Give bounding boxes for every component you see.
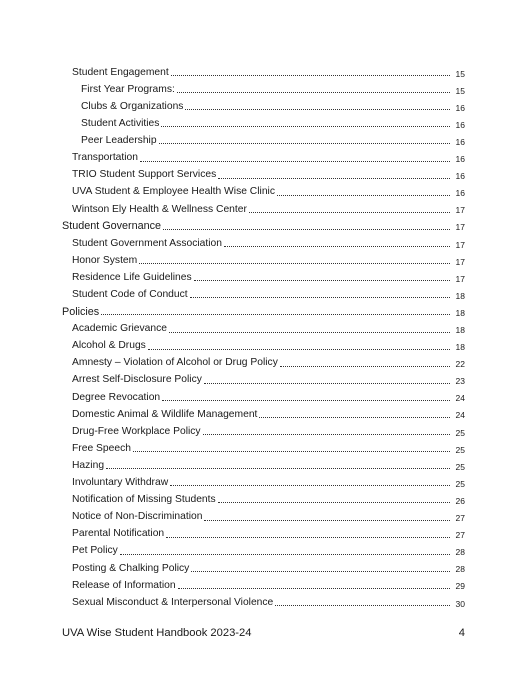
- toc-dot-leader: [218, 502, 450, 503]
- toc-entry[interactable]: [62, 129, 465, 146]
- toc-entry[interactable]: [62, 591, 465, 608]
- toc-entry[interactable]: [62, 557, 465, 574]
- toc-dot-leader: [169, 332, 450, 333]
- toc-entry-page: 25: [455, 478, 465, 489]
- toc-entry[interactable]: [62, 78, 465, 95]
- toc-entry-page: 16: [455, 136, 465, 147]
- toc-entry-label: UVA Student & Employee Health Wise Clinic: [72, 186, 275, 198]
- toc-entry[interactable]: [62, 232, 465, 249]
- toc-entry-label: Policies: [62, 305, 100, 318]
- toc-dot-leader: [140, 161, 450, 162]
- toc-entry-page: 17: [455, 205, 465, 216]
- toc-entry[interactable]: [62, 540, 465, 557]
- toc-dot-leader: [177, 92, 450, 93]
- toc-entry[interactable]: [62, 266, 465, 283]
- toc-entry-label: Release of Information: [72, 579, 176, 591]
- toc-entry-page: 18: [455, 307, 465, 318]
- toc-entry-page: 29: [455, 581, 465, 592]
- toc-entry-page: 22: [455, 359, 465, 370]
- toc-entry-page: 27: [455, 530, 465, 541]
- toc-entry[interactable]: [62, 335, 465, 352]
- toc-entry[interactable]: [62, 181, 465, 198]
- toc-entry-page: 16: [455, 119, 465, 130]
- toc-dot-leader: [178, 588, 450, 589]
- toc-entry-label: Drug-Free Workplace Policy: [72, 425, 201, 437]
- page-footer: [62, 627, 465, 639]
- toc-dot-leader: [277, 195, 450, 196]
- toc-entry-label: Parental Notification: [72, 528, 165, 540]
- toc-entry-label: Peer Leadership: [81, 135, 157, 147]
- toc-entry-page: 18: [455, 325, 465, 335]
- toc-entry[interactable]: [62, 300, 465, 317]
- toc-entry[interactable]: [62, 95, 465, 112]
- toc-entry-page: 16: [455, 188, 465, 199]
- toc-entry[interactable]: [62, 369, 465, 386]
- toc-entry-page: 17: [455, 273, 465, 284]
- toc-entry[interactable]: [62, 454, 465, 471]
- toc-entry-page: 25: [455, 427, 465, 438]
- toc-dot-leader: [204, 520, 450, 521]
- toc-entry-label: Clubs & Organizations: [81, 100, 184, 112]
- toc-dot-leader: [280, 366, 450, 367]
- toc-dot-leader: [191, 571, 450, 572]
- toc-entry-page: 28: [455, 564, 465, 575]
- toc-entry-page: 17: [455, 239, 465, 250]
- toc-entry-label: Student Governance: [62, 220, 162, 233]
- toc-dot-leader: [194, 280, 450, 281]
- toc-entry-label: Sexual Misconduct & Interpersonal Violence: [72, 596, 274, 608]
- toc-entry-page: 25: [455, 444, 465, 455]
- toc-dot-leader: [170, 485, 450, 486]
- toc-dot-leader: [203, 434, 450, 435]
- toc-entry[interactable]: [62, 352, 465, 369]
- toc-entry-page: 15: [455, 85, 465, 96]
- toc-entry[interactable]: [62, 215, 465, 232]
- toc-entry[interactable]: [62, 283, 465, 300]
- toc-entry-page: 18: [455, 290, 465, 301]
- toc-entry[interactable]: [62, 471, 465, 488]
- toc-dot-leader: [249, 212, 450, 213]
- toc-entry-label: Involuntary Withdraw: [72, 477, 169, 489]
- toc-dot-leader: [133, 451, 450, 452]
- toc-dot-leader: [139, 263, 450, 264]
- toc-entry[interactable]: [62, 523, 465, 540]
- toc-dot-leader: [190, 297, 450, 298]
- toc-entry-page: 30: [455, 598, 465, 609]
- toc-entry-page: 27: [455, 513, 465, 524]
- toc-entry-label: Student Code of Conduct: [72, 289, 188, 301]
- toc-entry-label: Arrest Self-Disclosure Policy: [72, 374, 202, 386]
- toc-entry-label: Notification of Missing Students: [72, 494, 216, 506]
- toc-entry-label: Hazing: [72, 459, 105, 471]
- toc-entry[interactable]: [62, 420, 465, 437]
- toc-entry-page: 18: [455, 342, 465, 353]
- toc-entry-label: Amnesty – Violation of Alcohol or Drug Policy: [72, 357, 278, 369]
- toc-dot-leader: [101, 314, 450, 315]
- toc-entry-page: 16: [455, 171, 465, 182]
- toc-entry-page: 24: [455, 393, 465, 404]
- footer-title: UVA Wise Student Handbook 2023-24: [62, 627, 252, 639]
- toc-entry-page: 26: [455, 495, 465, 506]
- toc-entry-page: 23: [455, 376, 465, 387]
- toc-entry-page: 17: [455, 222, 465, 233]
- toc-dot-leader: [161, 126, 450, 127]
- toc-dot-leader: [171, 75, 450, 76]
- toc-entry[interactable]: [62, 437, 465, 454]
- toc-entry[interactable]: [62, 317, 465, 334]
- toc-entry-page: 24: [455, 410, 465, 421]
- toc-entry-label: First Year Programs:: [81, 83, 175, 95]
- toc-entry-label: Student Activities: [81, 118, 160, 130]
- footer-page-number: 4: [458, 627, 465, 639]
- toc-entry-label: Alcohol & Drugs: [72, 340, 146, 352]
- table-of-contents: [62, 61, 465, 608]
- toc-entry[interactable]: [62, 403, 465, 420]
- toc-dot-leader: [162, 400, 450, 401]
- toc-entry-page: 28: [455, 547, 465, 558]
- toc-entry-page: 17: [455, 256, 465, 267]
- toc-dot-leader: [224, 246, 450, 247]
- toc-entry-label: Residence Life Guidelines: [72, 271, 192, 283]
- toc-entry-label: Wintson Ely Health & Wellness Center: [72, 203, 247, 215]
- toc-entry-label: Domestic Animal & Wildlife Management: [72, 408, 258, 420]
- toc-entry[interactable]: [62, 112, 465, 129]
- toc-dot-leader: [163, 229, 450, 230]
- toc-entry-label: Degree Revocation: [72, 391, 161, 403]
- toc-entry[interactable]: [62, 574, 465, 591]
- toc-dot-leader: [275, 605, 450, 606]
- toc-entry-label: Student Government Association: [72, 237, 222, 249]
- toc-entry[interactable]: [62, 505, 465, 522]
- toc-entry-label: Transportation: [72, 152, 139, 164]
- toc-dot-leader: [166, 537, 450, 538]
- toc-dot-leader: [159, 143, 450, 144]
- toc-dot-leader: [148, 349, 450, 350]
- toc-entry-label: Student Engagement: [72, 66, 169, 78]
- toc-entry[interactable]: [62, 198, 465, 215]
- toc-entry-label: Notice of Non-Discrimination: [72, 511, 203, 523]
- toc-entry-label: Academic Grievance: [72, 323, 167, 335]
- toc-dot-leader: [106, 468, 450, 469]
- toc-entry-label: TRIO Student Support Services: [72, 169, 217, 181]
- toc-entry[interactable]: [62, 488, 465, 505]
- toc-entry[interactable]: [62, 249, 465, 266]
- toc-entry-page: 15: [455, 68, 465, 79]
- toc-entry-label: Honor System: [72, 254, 138, 266]
- toc-dot-leader: [218, 178, 450, 179]
- toc-entry-label: Posting & Chalking Policy: [72, 562, 190, 574]
- toc-entry[interactable]: [62, 61, 465, 78]
- toc-entry[interactable]: [62, 164, 465, 181]
- toc-entry[interactable]: [62, 146, 465, 163]
- toc-entry-page: 16: [455, 102, 465, 113]
- toc-entry-page: 16: [455, 154, 465, 165]
- toc-entry-label: Pet Policy: [72, 545, 118, 557]
- toc-dot-leader: [259, 417, 450, 418]
- toc-dot-leader: [204, 383, 450, 384]
- toc-entry[interactable]: [62, 386, 465, 403]
- toc-entry-page: 25: [455, 461, 465, 472]
- toc-entry-label: Free Speech: [72, 442, 131, 454]
- toc-dot-leader: [185, 109, 450, 110]
- toc-dot-leader: [120, 554, 450, 555]
